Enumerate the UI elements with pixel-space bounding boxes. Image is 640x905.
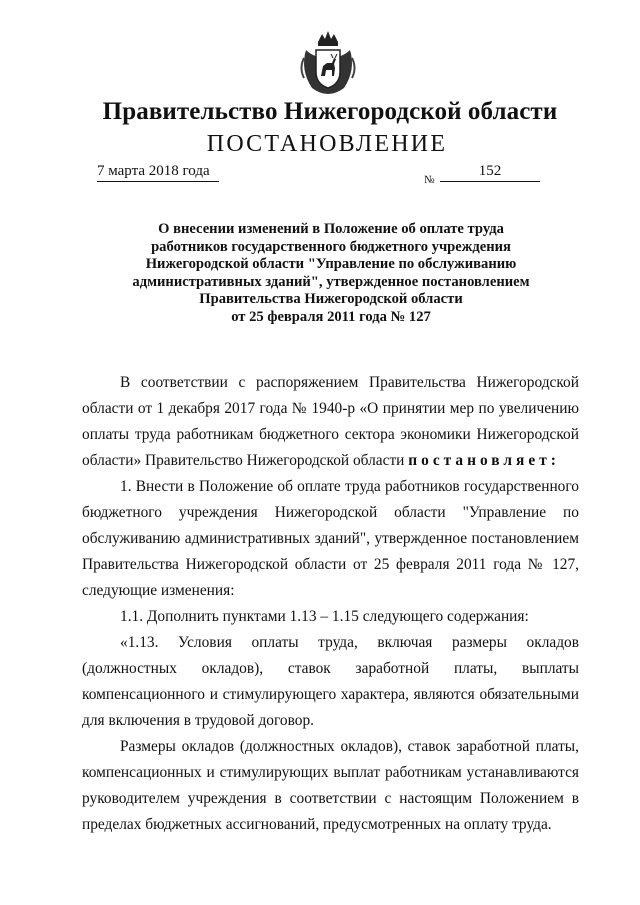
heading-line: административных зданий", утвержденное постановлением: [132, 273, 530, 290]
paragraph-salary-sizes: Размеры окладов (должностных окладов), ставок заработной платы, компенсационных и стимулирующих выплат работникам устанавливаются руководителем учреждения в соответствии с настоящим Положением в пределах бюджетных ассигнований, предусмотренных на оплату труда.: [82, 738, 579, 833]
document-date: 7 марта 2018 года: [97, 163, 219, 182]
heading-line: работников государственного бюджетного учреждения: [151, 238, 511, 255]
heading-line: Нижегородской области "Управление по обслуживанию: [145, 256, 517, 273]
government-title: Правительство Нижегородской области: [102, 98, 558, 125]
preamble-text: В соответствии с распоряжением Правительства Нижегородской области от 1 декабря 2017 года № 1940-р «О принятии мер по увеличению оплаты труда работникам бюджетного сектора экономики Нижегородской области» Правительство Нижегородской области: [82, 374, 579, 469]
document-body: [82, 370, 579, 838]
paragraph-item-1-13: «1.13. Условия оплаты труда, включая размеры окладов (должностных окладов), ставок заработной платы, выплаты компенсационного и стимулирующего характера, являются обязательными для включения в трудовой договор.: [82, 634, 579, 729]
document-heading: [96, 221, 566, 327]
paragraph-item-1-1: 1.1. Дополнить пунктами 1.13 – 1.15 следующего содержания:: [120, 608, 529, 625]
paragraph-item-1: 1. Внести в Положение об оплате труда работников государственного бюджетного учреждения Нижегородской области "Управление по обслуживанию административных зданий", утвержденное постановлением Правительства Нижегородской области от 25 февраля 2011 года № 127, следующие изменения:: [82, 478, 579, 599]
heading-line: Правительства Нижегородской области: [199, 291, 463, 308]
keyword-postanovlyaet: постановляет:: [408, 452, 560, 469]
paragraph-preamble: [82, 370, 579, 474]
heading-line: от 25 февраля 2011 года № 127: [231, 308, 431, 325]
document-number: 152: [440, 163, 540, 182]
number-label: №: [424, 174, 435, 186]
coat-of-arms-icon: [296, 28, 360, 96]
document-type: ПОСТАНОВЛЕНИЕ: [206, 131, 448, 157]
heading-line: О внесении изменений в Положение об оплате труда: [158, 221, 504, 237]
